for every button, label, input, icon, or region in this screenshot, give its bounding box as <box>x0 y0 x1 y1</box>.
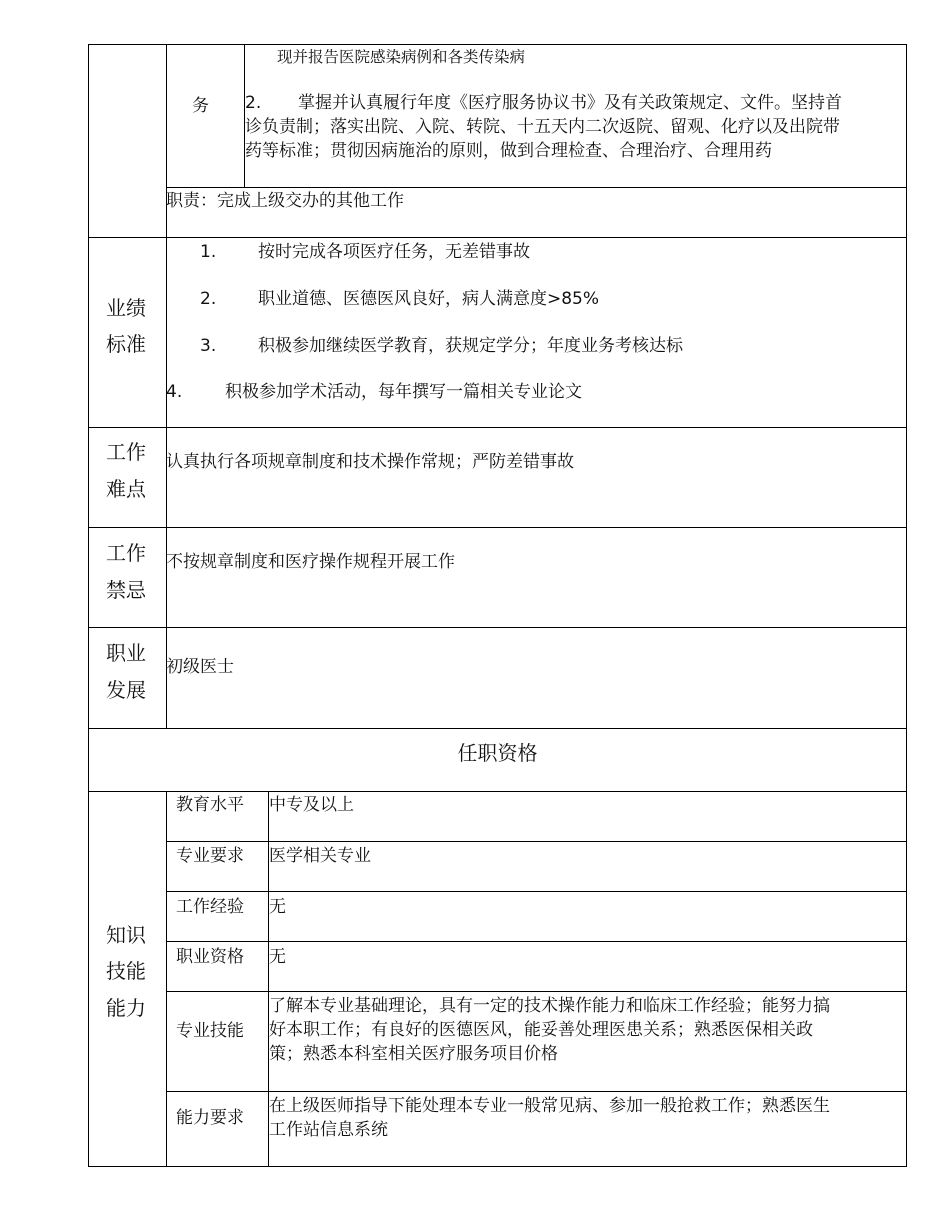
row-separator <box>88 237 907 238</box>
duty-item-text-line: 诊负责制；落实出院、入院、转院、十五天内二次返院、留观、化疗以及出院带 <box>245 117 840 137</box>
knowledge-label: 知识 <box>106 923 146 947</box>
knowledge-value: 无 <box>269 897 286 917</box>
career-text: 初级医士 <box>166 657 234 677</box>
knowledge-label: 技能 <box>106 959 146 983</box>
row-separator <box>88 427 907 428</box>
table-border-bottom <box>88 1166 907 1167</box>
duties-continued-line: 现并报告医院感染病例和各类传染病 <box>277 48 526 66</box>
performance-item-text: 积极参加继续医学教育，获规定学分；年度业务考核达标 <box>258 336 683 356</box>
knowledge-value: 工作站信息系统 <box>269 1120 388 1140</box>
knowledge-value: 策；熟悉本科室相关医疗服务项目价格 <box>269 1044 558 1064</box>
knowledge-value: 医学相关专业 <box>269 846 371 866</box>
table-border-right <box>906 44 907 1167</box>
row-separator <box>88 728 907 729</box>
performance-item-number: 1. <box>200 242 217 262</box>
performance-item-text: 按时完成各项医疗任务，无差错事故 <box>258 242 530 262</box>
difficulty-label: 难点 <box>106 477 146 501</box>
performance-item-number: 2. <box>200 289 217 309</box>
knowledge-row-separator <box>166 941 907 942</box>
knowledge-key: 能力要求 <box>176 1108 244 1128</box>
taboo-label: 工作 <box>106 541 146 565</box>
knowledge-value: 在上级医师指导下能处理本专业一般常见病、参加一般抢救工作；熟悉医生 <box>269 1096 830 1116</box>
duties-side-label: 务 <box>192 96 209 116</box>
taboo-text: 不按规章制度和医疗操作规程开展工作 <box>166 552 455 572</box>
difficulty-text: 认真执行各项规章制度和技术操作常规；严防差错事故 <box>166 452 574 472</box>
taboo-label: 禁忌 <box>106 578 146 602</box>
responsibility-text: 职责：完成上级交办的其他工作 <box>166 191 404 211</box>
duties-sub-bottom <box>166 187 907 188</box>
performance-label: 标准 <box>106 332 146 356</box>
knowledge-key: 教育水平 <box>176 795 244 815</box>
knowledge-value: 了解本专业基础理论，具有一定的技术操作能力和临床工作经验；能努力搞 <box>269 996 830 1016</box>
performance-item-number: 3. <box>200 336 217 356</box>
table-border-left <box>88 44 89 1167</box>
duty-item-number: 2. <box>245 93 262 113</box>
career-label: 职业 <box>106 641 146 665</box>
duty-item-text-line: 药等标准；贯彻因病施治的原则，做到合理检查、合理治疗、合理用药 <box>245 141 772 161</box>
performance-item-number: 4. <box>166 382 183 402</box>
duty-item-text-line: 掌握并认真履行年度《医疗服务协议书》及有关政策规定、文件。坚持首 <box>298 93 842 113</box>
knowledge-key: 专业要求 <box>176 846 244 866</box>
knowledge-row-separator <box>166 991 907 992</box>
knowledge-row-separator <box>166 891 907 892</box>
knowledge-value: 无 <box>269 947 286 967</box>
row-separator <box>88 627 907 628</box>
performance-item-text: 职业道德、医德医风良好，病人满意度>85% <box>258 289 600 309</box>
knowledge-value: 好本职工作；有良好的医德医风，能妥善处理医患关系；熟悉医保相关政 <box>269 1020 813 1040</box>
career-label: 发展 <box>106 678 146 702</box>
performance-label: 业绩 <box>106 296 146 320</box>
row-separator <box>88 791 907 792</box>
label-column-divider-lower <box>166 792 167 1167</box>
knowledge-row-separator <box>166 1091 907 1092</box>
row-separator <box>88 527 907 528</box>
knowledge-key: 专业技能 <box>176 1021 244 1041</box>
knowledge-key: 职业资格 <box>176 947 244 967</box>
knowledge-value: 中专及以上 <box>269 795 354 815</box>
qualification-header: 任职资格 <box>457 741 538 765</box>
knowledge-key: 工作经验 <box>176 897 244 917</box>
performance-item-text: 积极参加学术活动，每年撰写一篇相关专业论文 <box>225 382 582 402</box>
knowledge-row-separator <box>166 841 907 842</box>
knowledge-label: 能力 <box>106 996 146 1020</box>
difficulty-label: 工作 <box>106 440 146 464</box>
